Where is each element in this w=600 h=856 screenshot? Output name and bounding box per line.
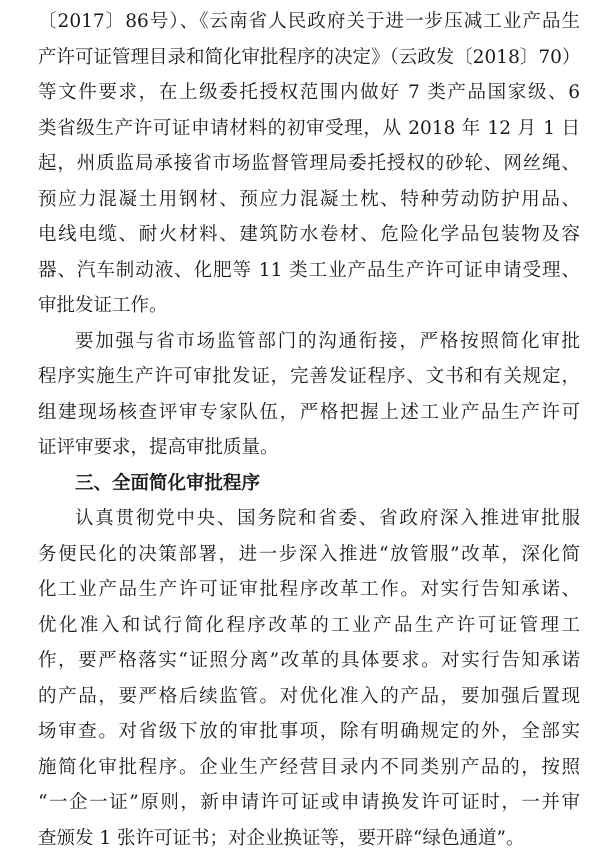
- text-line: 认真贯彻党中央、国务院和省委、省政府深入推进审批服: [38, 501, 580, 537]
- paragraph-simplify-approval-procedures: [38, 501, 580, 856]
- text-line: 程序实施生产许可审批发证，完善发证程序、文书和有关规定，: [38, 359, 580, 395]
- text-line: 产许可证管理目录和简化审批程序的决定》（云政发〔2018〕70）: [38, 40, 580, 76]
- text-line: 预应力混凝土用钢材、预应力混凝土枕、特种劳动防护用品、: [38, 182, 580, 218]
- text-line: “一企一证”原则，新申请许可证或申请换发许可证时，一并审: [38, 785, 580, 821]
- section-heading: 三、全面简化审批程序: [38, 466, 580, 502]
- text-line: 组建现场核查评审专家队伍，严格把握上述工业产品生产许可: [38, 395, 580, 431]
- text-line: 要加强与省市场监管部门的沟通衔接，严格按照简化审批: [38, 324, 580, 360]
- text-line: 化工业产品生产许可证审批程序改革工作。对实行告知承诺、: [38, 572, 580, 608]
- text-line: 查颁发 1 张许可证书；对企业换证等，要开辟“绿色通道”。: [38, 821, 580, 856]
- text-line: 类省级生产许可证申请材料的初审受理，从 2018 年 12 月 1 日: [38, 111, 580, 147]
- text-line: 优化准入和试行简化程序改革的工业产品生产许可证管理工: [38, 608, 580, 644]
- text-line: 施简化审批程序。企业生产经营目录内不同类别产品的，按照: [38, 750, 580, 786]
- text-line: 场审查。对省级下放的审批事项，除有明确规定的外，全部实: [38, 714, 580, 750]
- text-line: 证评审要求，提高审批质量。: [38, 430, 580, 466]
- text-line: 作，要严格落实“证照分离”改革的具体要求。对实行告知承诺: [38, 643, 580, 679]
- text-line: 等文件要求，在上级委托授权范围内做好 7 类产品国家级、6: [38, 75, 580, 111]
- text-line: 电线电缆、耐火材料、建筑防水卷材、危险化学品包装物及容: [38, 217, 580, 253]
- text-line: 〔2017〕86号）、《云南省人民政府关于进一步压减工业产品生: [38, 4, 580, 40]
- text-line: 的产品，要严格后续监管。对优化准入的产品，要加强后置现: [38, 679, 580, 715]
- text-line: 器、汽车制动液、化肥等 11 类工业产品生产许可证申请受理、: [38, 253, 580, 289]
- text-line: 起，州质监局承接省市场监督管理局委托授权的砂轮、网丝绳、: [38, 146, 580, 182]
- text-line: 务便民化的决策部署，进一步深入推进“放管服”改革，深化简: [38, 537, 580, 573]
- text-line: 审批发证工作。: [38, 288, 580, 324]
- paragraph-coordination-with-provincial-regulators: [38, 324, 580, 466]
- document-page: [38, 4, 580, 856]
- paragraph-production-license-authorization: [38, 4, 580, 324]
